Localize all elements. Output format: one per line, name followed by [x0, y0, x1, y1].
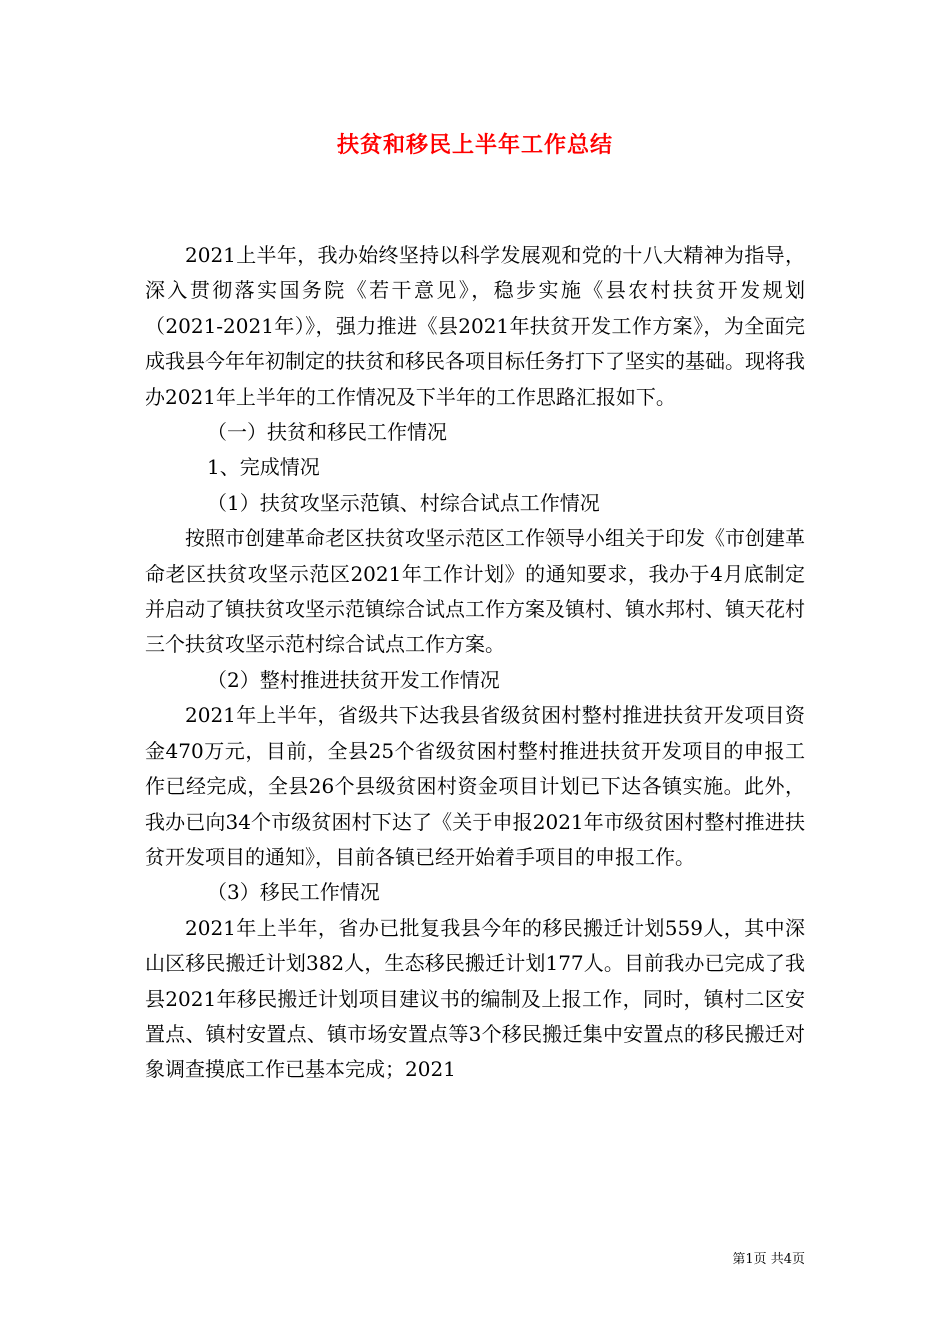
item-heading-1: （1）扶贫攻坚示范镇、村综合试点工作情况: [207, 490, 600, 515]
document-body: [145, 238, 805, 1088]
paragraph-village-development: 2021年上半年，省级共下达我县省级贫困村整村推进扶贫开发项目资金470万元，目前，全县25个省级贫困村整村推进扶贫开发项目的申报工作已经完成，全县26个县级贫困村资金项目计划已下达各镇实施。此外，我办已向34个市级贫困村下达了《关于申报2021年市级贫困村整村推进扶贫开发项目的通知》，目前各镇已经开始着手项目的申报工作。: [145, 703, 805, 869]
intro-paragraph: 2021上半年，我办始终坚持以科学发展观和党的十八大精神为指导，深入贯彻落实国务院《若干意见》，稳步实施《县农村扶贫开发规划（2021-2021年）》，强力推进《县2021年扶贫开发工作方案》，为全面完成我县今年年初制定的扶贫和移民各项目标任务打下了坚实的基础。现将我办2021年上半年的工作情况及下半年的工作思路汇报如下。: [145, 243, 805, 409]
document-title: 扶贫和移民上半年工作总结: [336, 132, 613, 158]
item-heading-2: （2）整村推进扶贫开发工作情况: [207, 667, 500, 692]
page-number: 第1页 共4页: [732, 1252, 805, 1267]
subsection-heading-completion: 1、完成情况: [207, 455, 320, 480]
paragraph-demonstration: 按照市创建革命老区扶贫攻坚示范区工作领导小组关于印发《市创建革命老区扶贫攻坚示范区2021年工作计划》的通知要求，我办于4月底制定并启动了镇扶贫攻坚示范镇综合试点工作方案及镇村、镇水邦村、镇天花村三个扶贫攻坚示范村综合试点工作方案。: [145, 526, 805, 657]
section-heading-1: （一）扶贫和移民工作情况: [207, 420, 447, 445]
paragraph-migration: 2021年上半年，省办已批复我县今年的移民搬迁计划559人，其中深山区移民搬迁计划382人，生态移民搬迁计划177人。目前我办已完成了我县2021年移民搬迁计划项目建议书的编制及上报工作，同时，镇村二区安置点、镇村安置点、镇市场安置点等3个移民搬迁集中安置点的移民搬迁对象调查摸底工作已基本完成；2021: [145, 915, 805, 1082]
item-heading-3: （3）移民工作情况: [207, 880, 380, 905]
